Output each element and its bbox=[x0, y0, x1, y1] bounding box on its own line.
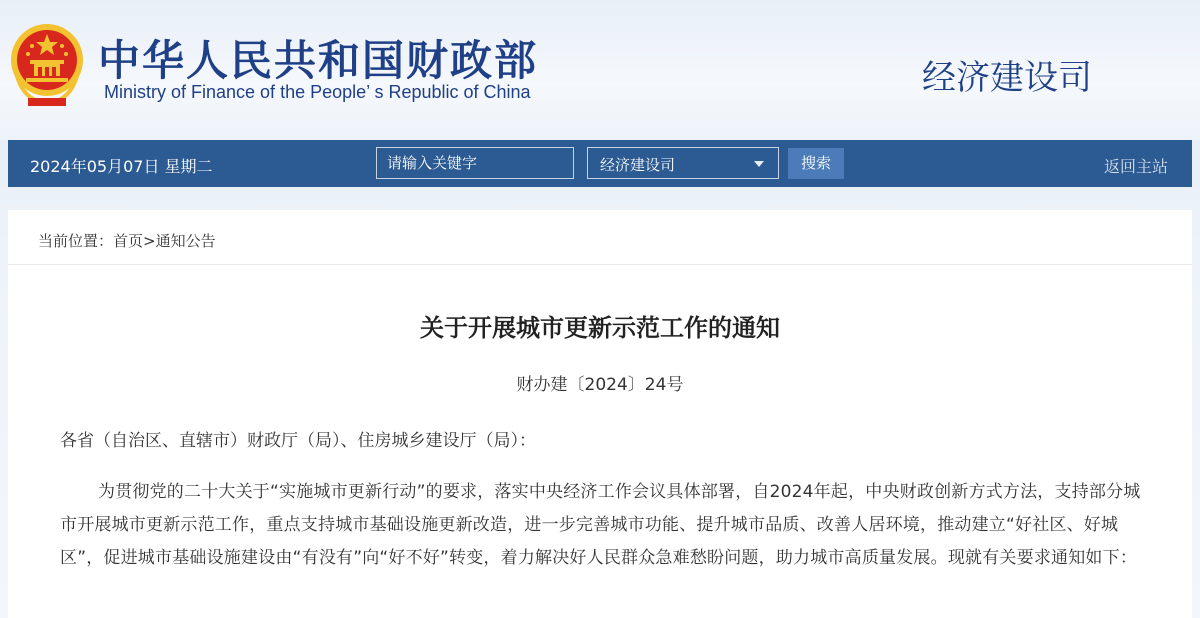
department-name: 经济建设司 bbox=[922, 58, 1092, 98]
article-title: 关于开展城市更新示范工作的通知 bbox=[420, 314, 780, 342]
nav-bar bbox=[8, 140, 1192, 187]
article-panel bbox=[8, 210, 1192, 618]
national-emblem-icon bbox=[8, 20, 86, 108]
search-button[interactable]: 搜索 bbox=[788, 148, 844, 179]
breadcrumb: 当前位置：首页>通知公告 bbox=[38, 232, 216, 250]
site-title-cn: 中华人民共和国财政部 bbox=[98, 36, 539, 85]
current-date: 2024年05月07日 星期二 bbox=[30, 157, 213, 176]
site-header bbox=[0, 0, 1200, 140]
search-input[interactable] bbox=[376, 147, 574, 179]
department-select-value: 经济建设司 bbox=[600, 156, 676, 174]
return-home-link[interactable]: 返回主站 bbox=[1103, 157, 1168, 176]
divider bbox=[8, 264, 1192, 265]
document-number: 财办建〔2024〕24号 bbox=[516, 375, 684, 395]
addressee: 各省（自治区、直辖市）财政厅（局）、住房城乡建设厅（局）： bbox=[60, 431, 536, 451]
department-select[interactable] bbox=[587, 147, 779, 179]
chevron-down-icon bbox=[754, 161, 764, 167]
article-paragraph: 为贯彻党的二十大关于“实施城市更新行动”的要求，落实中央经济工作会议具体部署，自2024年起，中央财政创新方式方法，支持部分城市开展城市更新示范工作，重点支持城市基础设施更新改造，进一步完善城市功能、提升城市品质、改善人居环境，推动建立“好社区、好城区”，促进城市基础设施建设由“有没有”向“好不好”转变，着力解决好人民群众急难愁盼问题，助力城市高质量发展。现就有关要求通知如下： bbox=[60, 482, 1141, 568]
site-title-en: Ministry of Finance of the People’ s Republic of China bbox=[104, 82, 531, 102]
